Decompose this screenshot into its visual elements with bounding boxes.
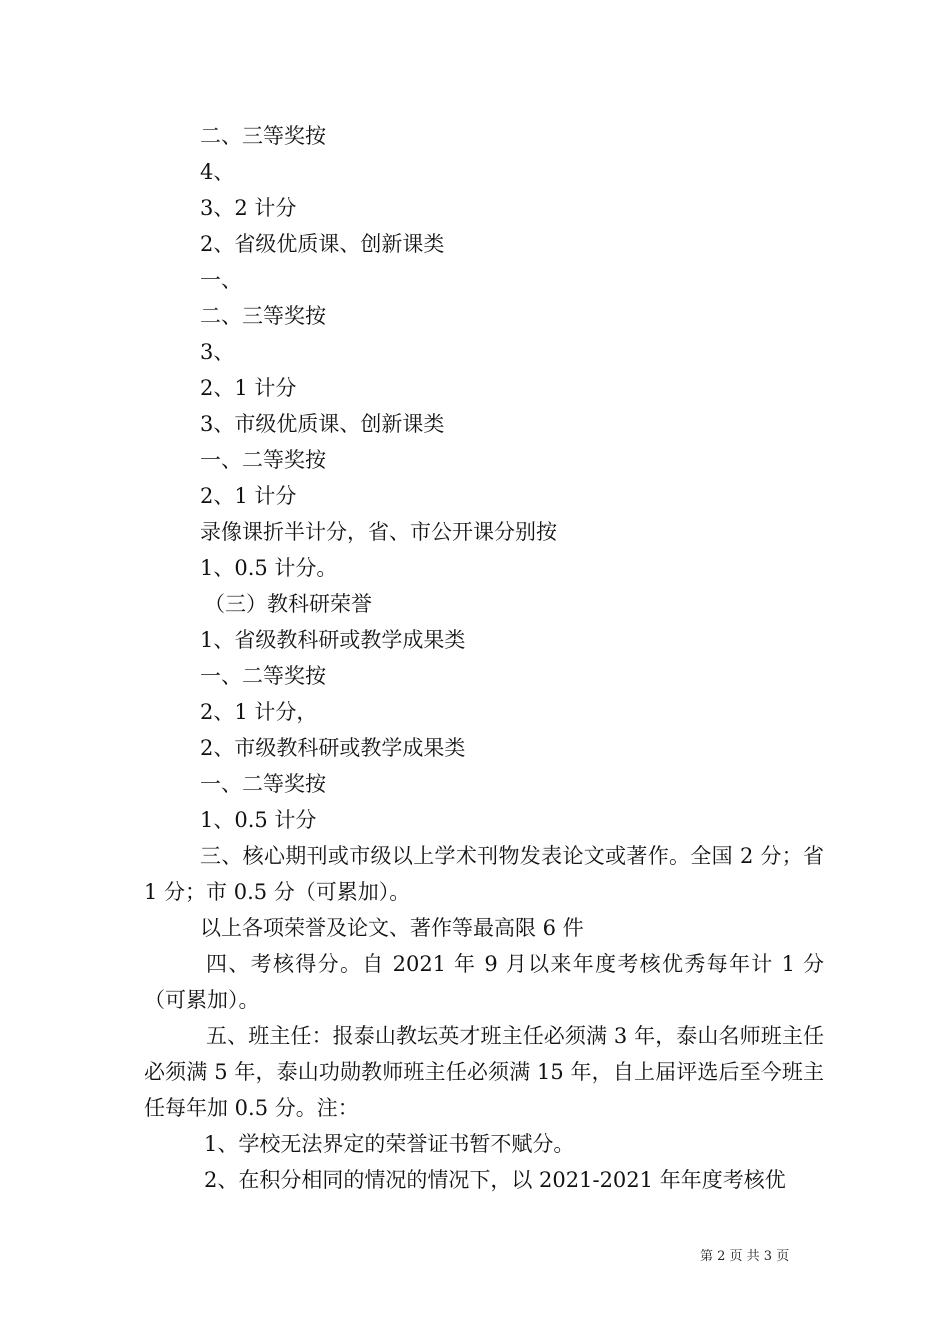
- text-line: 2、省级优质课、创新课类: [200, 232, 445, 256]
- page-number-footer: 第 2 页 共 3 页: [700, 1249, 790, 1264]
- text-line: 3、市级优质课、创新课类: [200, 412, 445, 436]
- text-line: 1、省级教科研或教学成果类: [200, 628, 466, 652]
- paragraph-assessment: 四、考核得分。自 2021 年 9 月以来年度考核优秀每年计 1 分（可累加）。: [144, 952, 824, 1012]
- text-line: 录像课折半计分，省、市公开课分别按: [200, 520, 557, 544]
- text-line: 二、三等奖按: [200, 304, 326, 328]
- note-item-1: 1、学校无法界定的荣誉证书暂不赋分。: [204, 1132, 575, 1156]
- text-line: 一、: [200, 268, 242, 292]
- text-line: 3、: [200, 340, 235, 364]
- text-line: 一、二等奖按: [200, 772, 326, 796]
- text-line: 2、1 计分: [200, 484, 297, 508]
- text-line: 2、市级教科研或教学成果类: [200, 736, 466, 760]
- text-line: 1、0.5 计分。: [200, 556, 338, 580]
- text-line: 4、: [200, 160, 235, 184]
- paragraph-limit: 以上各项荣誉及论文、著作等最高限 6 件: [200, 916, 584, 940]
- document-body: [144, 118, 824, 1198]
- text-line: 3、2 计分: [200, 196, 297, 220]
- text-line: 1、0.5 计分: [200, 808, 317, 832]
- text-line: 一、二等奖按: [200, 664, 326, 688]
- text-line: 一、二等奖按: [200, 448, 326, 472]
- text-line: 2、1 计分，: [200, 700, 318, 724]
- section-heading: （三）教科研荣誉: [204, 592, 372, 616]
- paragraph-core-journals: 三、核心期刊或市级以上学术刊物发表论文或著作。全国 2 分；省 1 分；市 0.5 分（可累加）。: [144, 844, 824, 904]
- text-line: 二、三等奖按: [200, 124, 326, 148]
- note-item-2: 2、在积分相同的情况的情况下，以 2021-2021 年年度考核优: [204, 1168, 786, 1192]
- paragraph-class-teacher: 五、班主任：报泰山教坛英才班主任必须满 3 年，泰山名师班主任必须满 5 年，泰山功勋教师班主任必须满 15 年，自上届评选后至今班主任每年加 0.5 分。注：: [144, 1024, 824, 1120]
- text-line: 2、1 计分: [200, 376, 297, 400]
